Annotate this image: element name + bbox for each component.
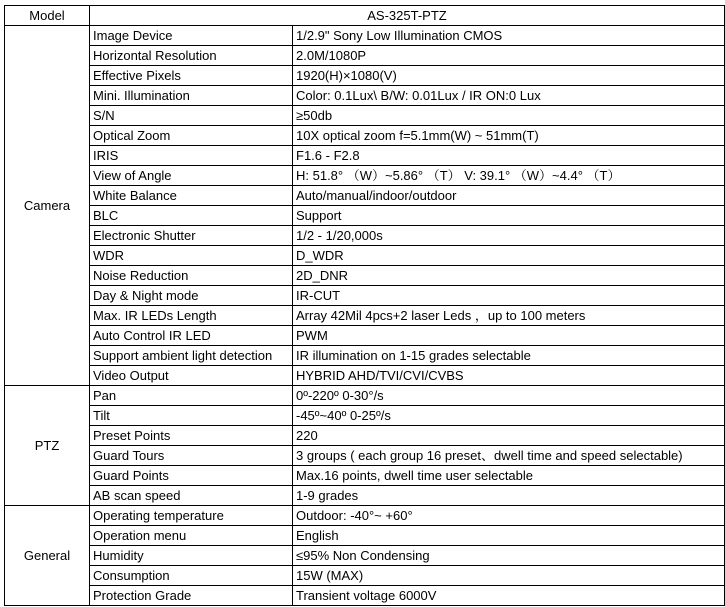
value-cell: 15W (MAX) <box>293 566 725 586</box>
spec-row <box>5 226 725 246</box>
parameter-cell: Guard Points <box>90 466 293 486</box>
model-value: AS-325T-PTZ <box>90 6 725 26</box>
parameter-cell: Electronic Shutter <box>90 226 293 246</box>
parameter-cell: Operating temperature <box>90 506 293 526</box>
spec-row <box>5 26 725 46</box>
spec-row <box>5 306 725 326</box>
spec-row <box>5 526 725 546</box>
parameter-cell: Day & Night mode <box>90 286 293 306</box>
parameter-cell: Max. IR LEDs Length <box>90 306 293 326</box>
value-cell: Transient voltage 6000V <box>293 586 725 606</box>
spec-row <box>5 366 725 386</box>
spec-row <box>5 46 725 66</box>
value-cell: 220 <box>293 426 725 446</box>
value-cell: 1920(H)×1080(V) <box>293 66 725 86</box>
spec-row <box>5 66 725 86</box>
spec-row <box>5 266 725 286</box>
value-cell: 3 groups ( each group 16 preset、dwell time and speed selectable) <box>293 446 725 466</box>
header-row <box>5 6 725 26</box>
parameter-cell: Support ambient light detection <box>90 346 293 366</box>
spec-row <box>5 326 725 346</box>
spec-table-body <box>5 6 725 606</box>
parameter-cell: BLC <box>90 206 293 226</box>
spec-row <box>5 446 725 466</box>
value-cell: Outdoor: -40°~ +60° <box>293 506 725 526</box>
value-cell: ≥50db <box>293 106 725 126</box>
value-cell: Support <box>293 206 725 226</box>
spec-row <box>5 286 725 306</box>
parameter-cell: Auto Control IR LED <box>90 326 293 346</box>
value-cell: 1-9 grades <box>293 486 725 506</box>
parameter-cell: Pan <box>90 386 293 406</box>
parameter-cell: Horizontal Resolution <box>90 46 293 66</box>
spec-row <box>5 106 725 126</box>
spec-row <box>5 346 725 366</box>
parameter-cell: View of Angle <box>90 166 293 186</box>
value-cell: 0º-220º 0-30°/s <box>293 386 725 406</box>
spec-row <box>5 246 725 266</box>
parameter-cell: Tilt <box>90 406 293 426</box>
parameter-cell: Optical Zoom <box>90 126 293 146</box>
model-label: Model <box>5 6 90 26</box>
parameter-cell: Mini. Illumination <box>90 86 293 106</box>
value-cell: HYBRID AHD/TVI/CVI/CVBS <box>293 366 725 386</box>
spec-table <box>4 5 725 606</box>
value-cell: Auto/manual/indoor/outdoor <box>293 186 725 206</box>
value-cell: F1.6 - F2.8 <box>293 146 725 166</box>
parameter-cell: Guard Tours <box>90 446 293 466</box>
value-cell: 2D_DNR <box>293 266 725 286</box>
parameter-cell: Noise Reduction <box>90 266 293 286</box>
parameter-cell: IRIS <box>90 146 293 166</box>
parameter-cell: Consumption <box>90 566 293 586</box>
spec-row <box>5 206 725 226</box>
spec-row <box>5 86 725 106</box>
spec-row <box>5 406 725 426</box>
parameter-cell: WDR <box>90 246 293 266</box>
spec-row <box>5 546 725 566</box>
value-cell: PWM <box>293 326 725 346</box>
value-cell: 2.0M/1080P <box>293 46 725 66</box>
value-cell: 1/2.9" Sony Low Illumination CMOS <box>293 26 725 46</box>
value-cell: D_WDR <box>293 246 725 266</box>
spec-row <box>5 126 725 146</box>
spec-row <box>5 506 725 526</box>
value-cell: -45º~40º 0-25º/s <box>293 406 725 426</box>
value-cell: 10X optical zoom f=5.1mm(W) ~ 51mm(T) <box>293 126 725 146</box>
parameter-cell: Effective Pixels <box>90 66 293 86</box>
value-cell: IR-CUT <box>293 286 725 306</box>
spec-row <box>5 186 725 206</box>
group-label: General <box>5 506 90 606</box>
spec-row <box>5 386 725 406</box>
group-label: PTZ <box>5 386 90 506</box>
group-label: Camera <box>5 26 90 386</box>
parameter-cell: Video Output <box>90 366 293 386</box>
value-cell: Array 42Mil 4pcs+2 laser Leds ，up to 100 meters <box>293 306 725 326</box>
spec-row <box>5 586 725 606</box>
value-cell: IR illumination on 1-15 grades selectable <box>293 346 725 366</box>
spec-row <box>5 566 725 586</box>
value-cell: 1/2 - 1/20,000s <box>293 226 725 246</box>
parameter-cell: Protection Grade <box>90 586 293 606</box>
spec-row <box>5 426 725 446</box>
parameter-cell: Operation menu <box>90 526 293 546</box>
spec-row <box>5 486 725 506</box>
spec-row <box>5 166 725 186</box>
parameter-cell: Preset Points <box>90 426 293 446</box>
spec-row <box>5 466 725 486</box>
spec-row <box>5 146 725 166</box>
value-cell: English <box>293 526 725 546</box>
parameter-cell: Image Device <box>90 26 293 46</box>
parameter-cell: AB scan speed <box>90 486 293 506</box>
parameter-cell: S/N <box>90 106 293 126</box>
value-cell: Color: 0.1Lux\ B/W: 0.01Lux / IR ON:0 Lux <box>293 86 725 106</box>
value-cell: Max.16 points, dwell time user selectable <box>293 466 725 486</box>
parameter-cell: Humidity <box>90 546 293 566</box>
value-cell: H: 51.8° （W）~5.86° （T） V: 39.1° （W）~4.4° （T） <box>293 166 725 186</box>
parameter-cell: White Balance <box>90 186 293 206</box>
value-cell: ≤95% Non Condensing <box>293 546 725 566</box>
